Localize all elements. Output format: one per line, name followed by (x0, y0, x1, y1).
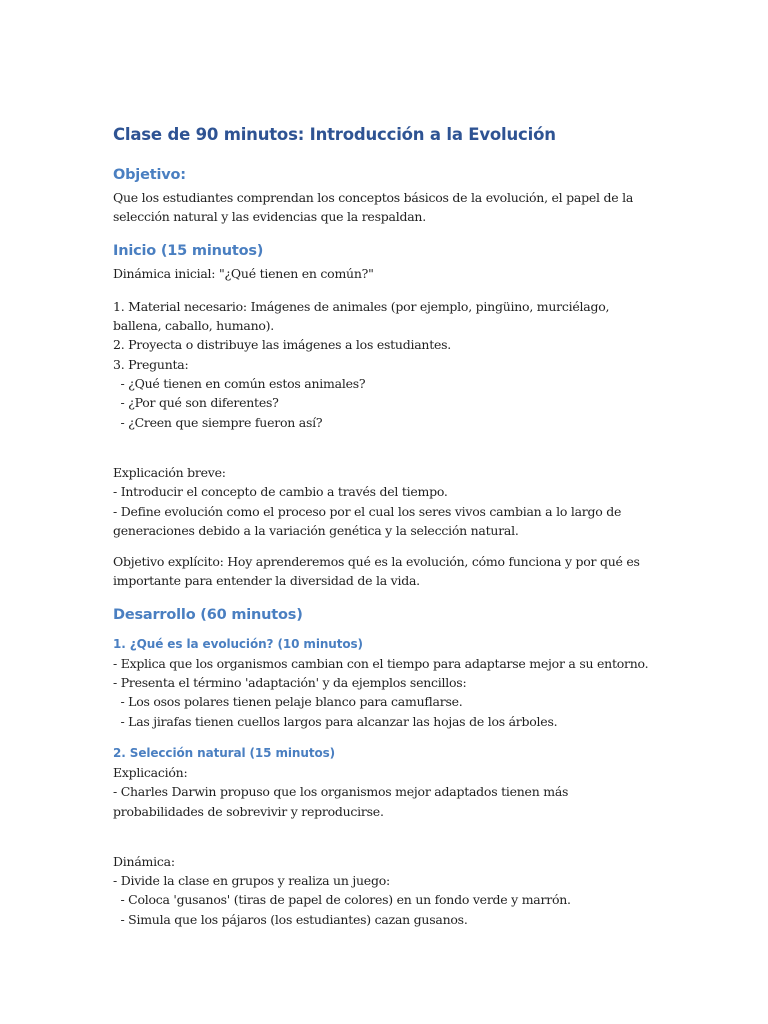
section2-dinamica-label: Dinámica: (113, 853, 175, 869)
objetivo-explicito: Objetivo explícito: Hoy aprenderemos qué es la evolución, cómo funciona y por qué es importante para entender la diversidad de la vida. (113, 554, 644, 589)
question-item: - ¿Creen que siempre fueron así? (113, 414, 323, 430)
step-item: 2. Proyecta o distribuye las imágenes a los estudiantes. (113, 337, 452, 353)
question-item: - ¿Qué tienen en común estos animales? (113, 376, 366, 392)
section2-dinamica-line: - Divide la clase en grupos y realiza un juego: (113, 873, 390, 889)
step-item: 1. Material necesario: Imágenes de animales (por ejemplo, pingüino, murciélago, ballena, caballo, humano). (113, 298, 613, 334)
step-item: 3. Pregunta: (113, 356, 189, 372)
inicio-steps (113, 297, 653, 432)
section1-line: - Los osos polares tienen pelaje blanco para camuflarse. (113, 694, 463, 710)
explicacion-item: - Define evolución como el proceso por el cual los seres vivos cambian a lo largo de generaciones debido a la variación genética y la selección natural. (113, 503, 625, 538)
document-page (113, 120, 653, 929)
section1-content (113, 654, 653, 731)
section2-dinamica-line: - Simula que los pájaros (los estudiantes) cazan gusanos. (113, 911, 468, 927)
desarrollo-heading: Desarrollo (60 minutos) (113, 606, 303, 623)
section2-explicacion-label: Explicación: (113, 764, 188, 780)
section2-content (113, 763, 653, 929)
inicio-heading: Inicio (15 minutos) (113, 242, 264, 259)
section2-dinamica-line: - Coloca 'gusanos' (tiras de papel de colores) en un fondo verde y marrón. (113, 892, 571, 908)
document-title: Clase de 90 minutos: Introducción a la Evolución (113, 125, 556, 144)
section1-line: - Explica que los organismos cambian con el tiempo para adaptarse mejor a su entorno. (113, 655, 649, 671)
question-item: - ¿Por qué son diferentes? (113, 395, 279, 411)
objetivo-text: Que los estudiantes comprendan los conceptos básicos de la evolución, el papel de la selección natural y las evidencias que la respaldan. (113, 190, 637, 225)
explicacion-breve (113, 463, 653, 540)
section1-heading: 1. ¿Qué es la evolución? (10 minutos) (113, 636, 363, 651)
dinamica-inicial: Dinámica inicial: "¿Qué tienen en común?" (113, 265, 374, 281)
section1-line: - Presenta el término 'adaptación' y da ejemplos sencillos: (113, 675, 467, 691)
objetivo-heading: Objetivo: (113, 167, 186, 183)
explicacion-label: Explicación breve: (113, 464, 226, 480)
section2-heading: 2. Selección natural (15 minutos) (113, 745, 336, 760)
section1-line: - Las jirafas tienen cuellos largos para alcanzar las hojas de los árboles. (113, 713, 558, 729)
explicacion-item: - Introducir el concepto de cambio a través del tiempo. (113, 484, 448, 500)
section2-explicacion-text: - Charles Darwin propuso que los organismos mejor adaptados tienen más probabilidades de sobrevivir y reproducirse. (113, 784, 572, 819)
